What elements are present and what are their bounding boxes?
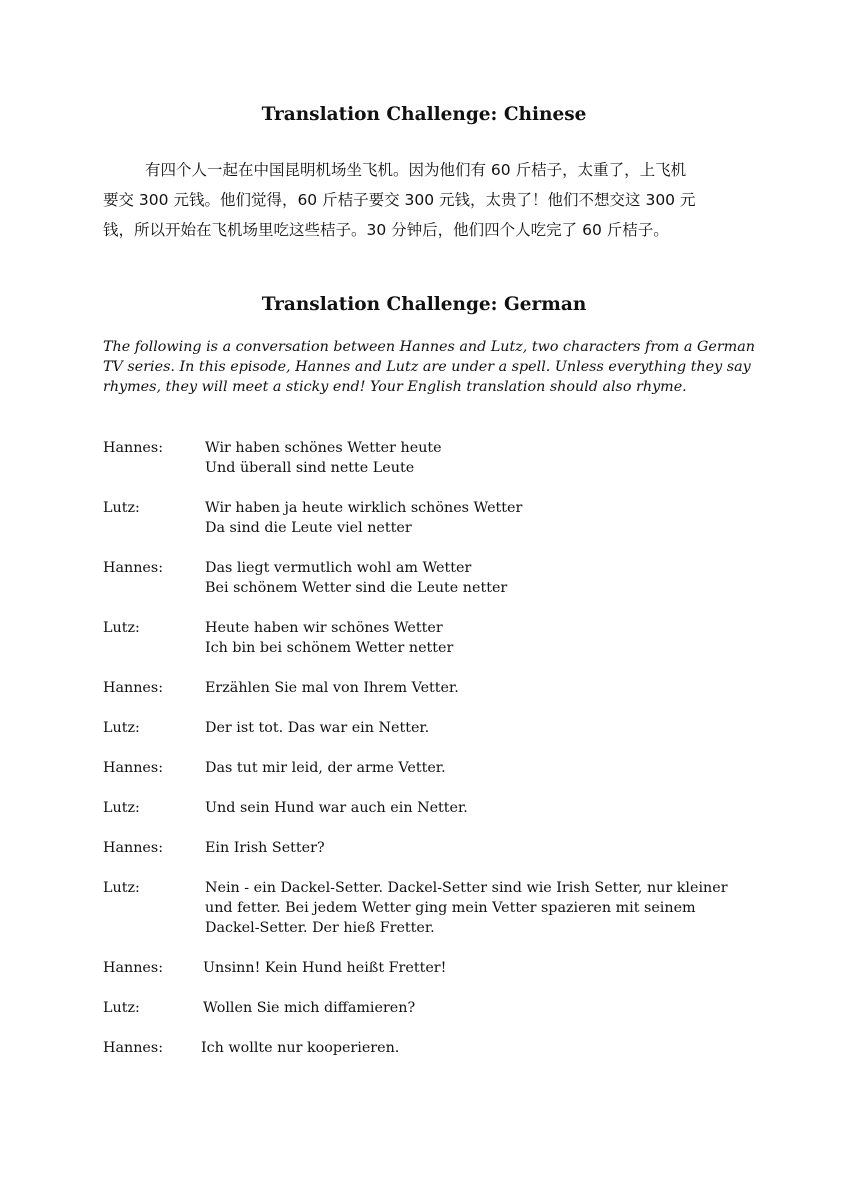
dialogue-line: Und sein Hund war auch ein Netter.	[205, 800, 468, 816]
german-intro-paragraph	[103, 337, 753, 397]
speaker-name: Hannes:	[103, 680, 164, 696]
dialogue-line: Ich wollte nur kooperieren.	[201, 1040, 400, 1056]
speaker-name: Hannes:	[103, 440, 164, 456]
speaker-name: Lutz:	[103, 880, 140, 896]
dialogue-lines	[205, 838, 753, 858]
dialogue-line: Da sind die Leute viel netter	[205, 520, 412, 536]
dialogue-line: Wollen Sie mich diffamieren?	[203, 1000, 416, 1016]
dialogue-line: Wir haben schönes Wetter heute	[205, 440, 442, 456]
speaker-name: Hannes:	[103, 840, 164, 856]
dialogue-lines	[203, 998, 751, 1018]
dialogue-lines	[205, 558, 753, 598]
intro-line: TV series. In this episode, Hannes and Lutz are under a spell. Unless everything they say	[103, 359, 751, 375]
speaker-name: Lutz:	[103, 1000, 140, 1016]
dialogue-line: Wir haben ja heute wirklich schönes Wetter	[205, 500, 523, 516]
dialogue-lines	[205, 798, 753, 818]
speaker-name: Lutz:	[103, 800, 140, 816]
dialogue-lines	[205, 618, 753, 658]
german-section-title: Translation Challenge: German	[261, 294, 587, 315]
dialogue-line: Der ist tot. Das war ein Netter.	[205, 720, 430, 736]
speaker-name: Lutz:	[103, 620, 140, 636]
speaker-name: Hannes:	[103, 760, 164, 776]
chinese-paragraph	[103, 155, 748, 245]
dialogue-line: Das liegt vermutlich wohl am Wetter	[205, 560, 472, 576]
chinese-section-title: Translation Challenge: Chinese	[261, 104, 587, 125]
dialogue-lines	[205, 498, 753, 538]
speaker-name: Lutz:	[103, 500, 140, 516]
dialogue-line: Ein Irish Setter?	[205, 840, 325, 856]
dialogue-line: Erzählen Sie mal von Ihrem Vetter.	[205, 680, 459, 696]
dialogue-lines	[205, 678, 753, 698]
dialogue-lines	[205, 878, 753, 938]
dialogue-line: Unsinn! Kein Hund heißt Fretter!	[203, 960, 447, 976]
dialogue-line: Dackel-Setter. Der hieß Fretter.	[205, 920, 435, 936]
dialogue-line: Ich bin bei schönem Wetter netter	[205, 640, 454, 656]
dialogue-line: Bei schönem Wetter sind die Leute netter	[205, 580, 508, 596]
dialogue-lines	[205, 758, 753, 778]
dialogue-lines	[205, 438, 753, 478]
dialogue-line: Und überall sind nette Leute	[205, 460, 415, 476]
chinese-line: 钱，所以开始在飞机场里吃这些桔子。30 分钟后，他们四个人吃完了 60 斤桔子。	[103, 221, 669, 239]
dialogue-line: Heute haben wir schönes Wetter	[205, 620, 443, 636]
dialogue-line: und fetter. Bei jedem Wetter ging mein Vetter spazieren mit seinem	[205, 900, 696, 916]
dialogue-line: Nein - ein Dackel-Setter. Dackel-Setter sind wie Irish Setter, nur kleiner	[205, 880, 728, 896]
speaker-name: Lutz:	[103, 720, 140, 736]
dialogue-line: Das tut mir leid, der arme Vetter.	[205, 760, 446, 776]
intro-line: rhymes, they will meet a sticky end! Your English translation should also rhyme.	[103, 379, 687, 395]
chinese-line: 有四个人一起在中国昆明机场坐飞机。因为他们有 60 斤桔子，太重了，上飞机	[145, 161, 687, 179]
dialogue-lines	[201, 1038, 749, 1058]
intro-line: The following is a conversation between Hannes and Lutz, two characters from a German	[103, 339, 755, 355]
speaker-name: Hannes:	[103, 1040, 164, 1056]
speaker-name: Hannes:	[103, 960, 164, 976]
speaker-name: Hannes:	[103, 560, 164, 576]
chinese-line: 要交 300 元钱。他们觉得，60 斤桔子要交 300 元钱，太贵了！他们不想交这 300 元	[103, 191, 696, 209]
dialogue-lines	[205, 718, 753, 738]
dialogue-lines	[203, 958, 751, 978]
